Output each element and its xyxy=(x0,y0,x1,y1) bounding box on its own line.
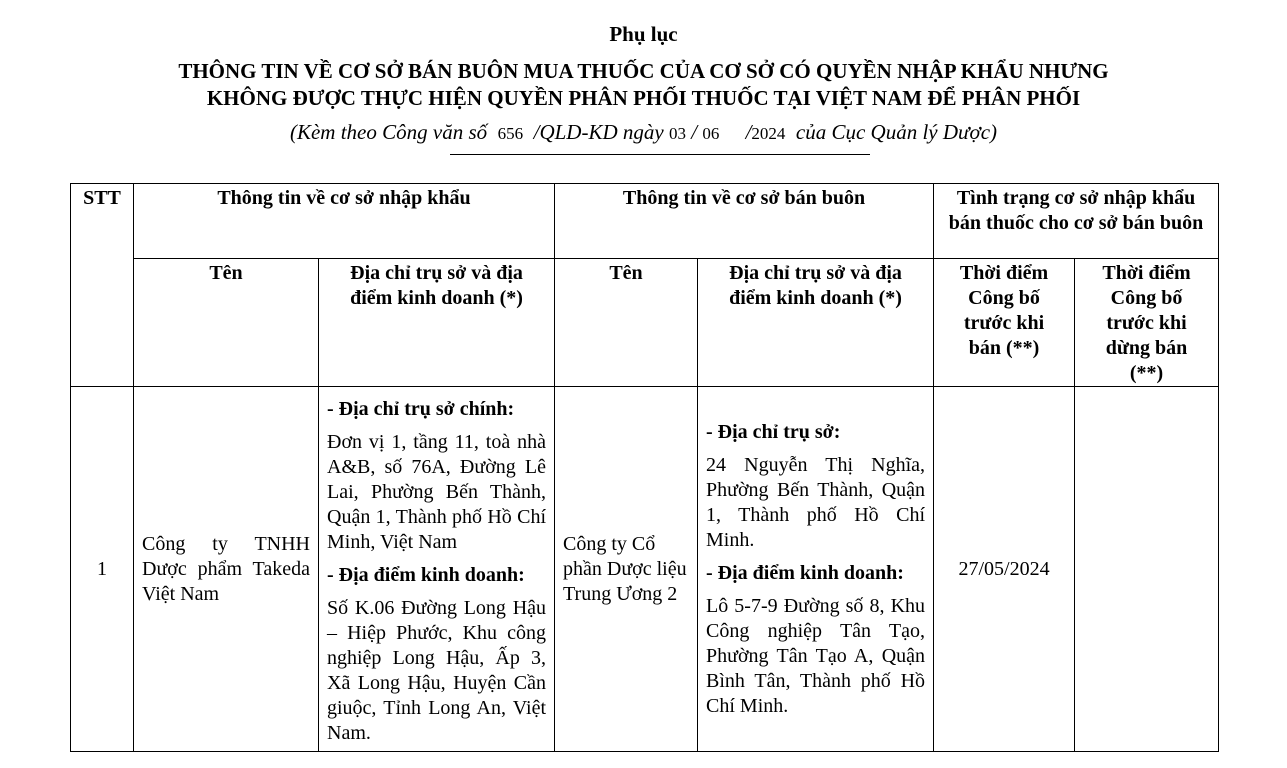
importer-hq-label: - Địa chỉ trụ sở chính: xyxy=(327,398,515,420)
subtitle-suffix: của Cục Quản lý Dược) xyxy=(795,120,998,144)
cell-importer-name xyxy=(134,387,319,752)
wholesaler-business-address: Lô 5-7-9 Đường số 8, Khu Công nghiệp Tân Tạo, Phường Tân Tạo A, Quận Bình Tân, Thành phố Hồ Chí Minh. xyxy=(706,594,926,717)
header-importer-info: Thông tin về cơ sở nhập khẩu xyxy=(134,184,555,259)
wholesaler-business-label: - Địa điểm kinh doanh: xyxy=(706,561,904,584)
title-line-2: KHÔNG ĐƯỢC THỰC HIỆN QUYỀN PHÂN PHỐI THUỐC TẠI VIỆT NAM ĐỂ PHÂN PHỐI xyxy=(206,86,1081,110)
date-separator-1: / xyxy=(691,120,698,144)
subtitle-prefix: (Kèm theo Công văn số xyxy=(289,120,488,144)
date-day: 03 xyxy=(668,124,686,143)
header-wholesaler-info: Thông tin về cơ sở bán buôn xyxy=(555,184,934,259)
header-time-stop-sale: Thời điểm Công bố trước khi dừng bán (**) xyxy=(1075,259,1219,387)
cell-wholesaler-address xyxy=(698,387,934,752)
cell-wholesaler-name xyxy=(555,387,698,752)
date-separator-2: / xyxy=(745,120,752,144)
header-stt: STT xyxy=(71,184,134,387)
appendix-table xyxy=(70,183,1219,752)
header-status: Tình trạng cơ sở nhập khẩu bán thuốc cho cơ sở bán buôn xyxy=(934,184,1219,259)
subtitle-underline xyxy=(450,154,870,155)
importer-business-label: - Địa điểm kinh doanh: xyxy=(327,564,525,586)
document-title xyxy=(0,58,1287,112)
subtitle-middle: /QLD-KD ngày xyxy=(533,120,664,144)
wholesaler-hq-address: 24 Nguyễn Thị Nghĩa, Phường Bến Thành, Quận 1, Thành phố Hồ Chí Minh. xyxy=(706,453,926,551)
cell-stt: 1 xyxy=(71,387,134,752)
title-line-1: THÔNG TIN VỀ CƠ SỞ BÁN BUÔN MUA THUỐC CỦA CƠ SỞ CÓ QUYỀN NHẬP KHẨU NHƯNG xyxy=(178,59,1109,83)
appendix-heading: Phụ lục xyxy=(609,22,678,46)
importer-hq-address: Đơn vị 1, tầng 11, toà nhà A&B, số 76A, Đường Lê Lai, Phường Bến Thành, Quận 1, Thành phố Hồ Chí Minh, Việt Nam xyxy=(327,431,547,553)
document-subtitle xyxy=(0,120,1287,145)
document-number: 656 xyxy=(497,124,524,143)
header-importer-name: Tên xyxy=(134,259,319,387)
date-year: 2024 xyxy=(751,124,786,143)
date-month: 06 xyxy=(702,124,720,143)
table-row xyxy=(71,387,1219,752)
header-importer-address: Địa chỉ trụ sở và địa điểm kinh doanh (*) xyxy=(319,259,555,387)
header-row-2 xyxy=(71,259,1219,387)
importer-business-address: Số K.06 Đường Long Hậu – Hiệp Phước, Khu công nghiệp Long Hậu, Ấp 3, Xã Long Hậu, Huyện Cần giuộc, Tỉnh Long An, Việt Nam. xyxy=(327,597,547,744)
cell-importer-address xyxy=(319,387,555,752)
wholesaler-hq-label: - Địa chỉ trụ sở: xyxy=(706,420,841,443)
header-row-1 xyxy=(71,184,1219,259)
wholesaler-name: Công ty Cổ phần Dược liệu Trung Ương 2 xyxy=(563,532,687,605)
header-time-before-sale: Thời điểm Công bố trước khi bán (**) xyxy=(934,259,1075,387)
cell-time-stop-sale xyxy=(1075,387,1219,752)
importer-name: Công ty TNHH Dược phẩm Takeda Việt Nam xyxy=(142,532,310,605)
cell-time-before-sale: 27/05/2024 xyxy=(934,387,1075,752)
header-wholesaler-name: Tên xyxy=(555,259,698,387)
header-wholesaler-address: Địa chỉ trụ sở và địa điểm kinh doanh (*) xyxy=(698,259,934,387)
